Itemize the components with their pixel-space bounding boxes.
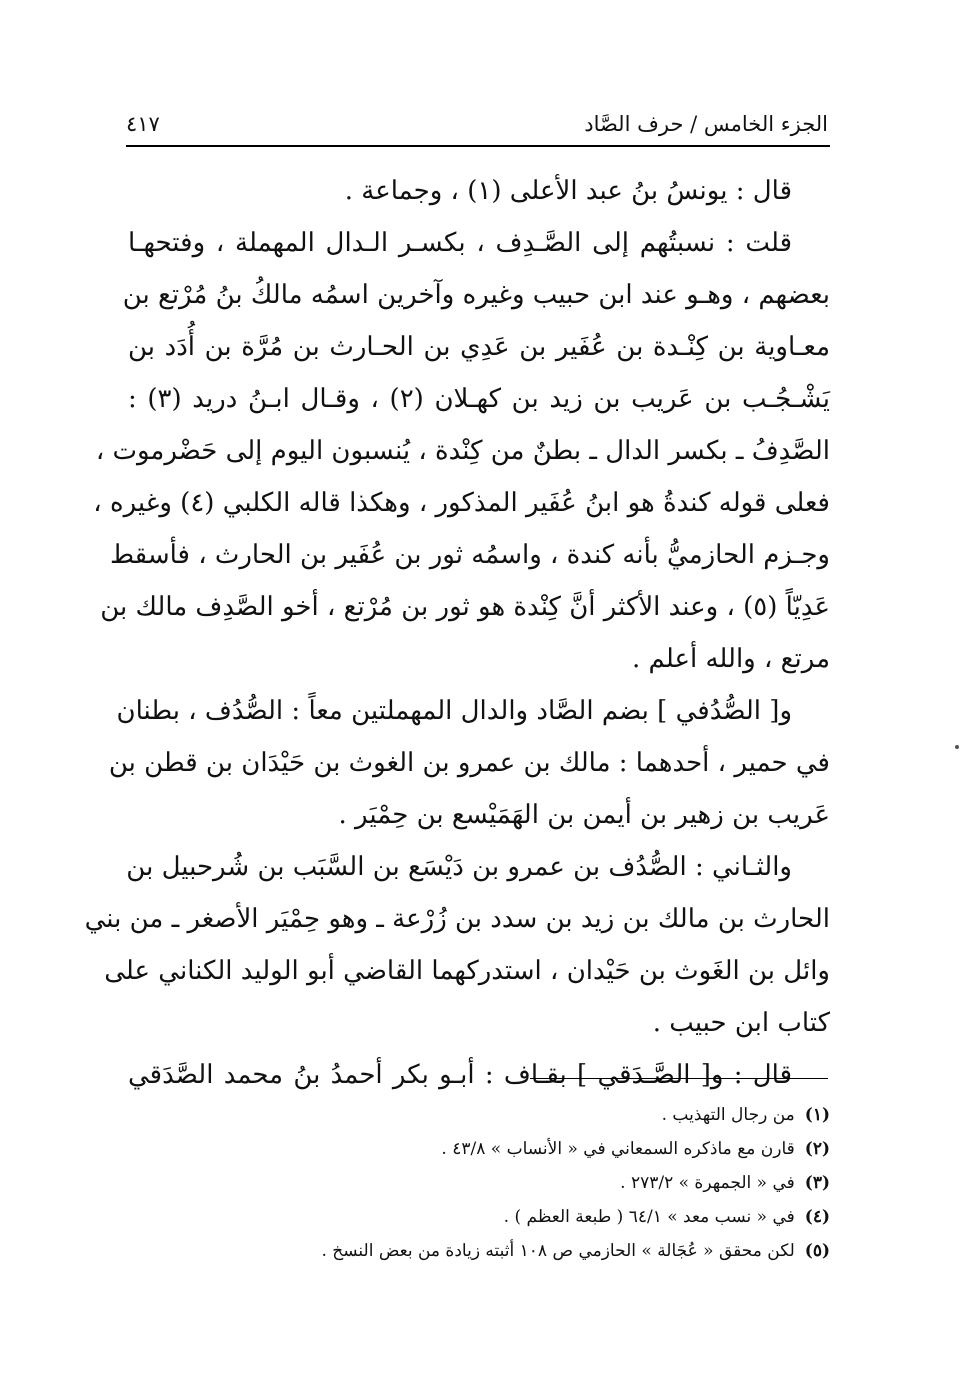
text-line: الصَّدِفُ ـ بكسر الدال ـ بطنٌ من كِنْدة ، يُنسبون اليوم إلى حَضْرموت ، [95,436,830,466]
text-line: بعضهم ، وهـو عند ابن حبيب وغيره وآخرين اسمُه مالكُ بنُ مُرْتع بن [122,280,830,310]
footnote-number: (٢) [804,1139,830,1159]
text-line: عَريب بن زهير بن أيمن بن الهَمَيْسع بن حِمْيَر . [338,800,830,830]
text-line: فعلى قوله كندةُ هو ابنُ عُفَير المذكور ، وهكذا قاله الكلبي (٤) وغيره ، [93,488,830,518]
text-line: والثـاني : الصُّدُف بن عمرو بن دَيْسَع بن السَّبَب بن شُرحبيل بن [126,852,792,882]
text-line: كتاب ابن حبيب . [652,1008,830,1038]
text-line: معـاوية بن كِنْـدة بن عُفَير بن عَدِي بن الحـارث بن مُرَّة بن أُدَد بن [128,332,830,362]
running-title: الجزء الخامس / حرف الصَّاد [584,112,828,136]
footnote-number: (١) [804,1105,830,1125]
footnote [200,1166,830,1200]
text-line: مرتع ، والله أعلم . [632,644,830,674]
text-line: الحارث بن مالك بن زيد بن سدد بن زُرْعة ـ وهو حِمْيَر الأصغر ـ من بني [84,904,830,934]
footnote [200,1200,830,1234]
footnote-text: من رجال التهذيب . [661,1105,795,1125]
footnote-text: في « الجمهرة » ٢٧٣/٢ . [620,1173,795,1193]
footnote [200,1098,830,1132]
page-number: ٤١٧ [126,112,160,136]
footnote [200,1234,830,1268]
text-line: و[ الصُّدُفي ] بضم الصَّاد والدال المهملتين معاً : الصُّدُف ، بطنان [116,696,792,726]
text-line: يَشْـجُـب بن عَريب بن زيد بن كهـلان (٢) ، وقـال ابـنُ دريد (٣) : [128,384,830,414]
text-line: قال : يونسُ بنُ عبد الأعلى (١) ، وجماعة . [344,176,792,206]
footnote-number: (٤) [804,1207,830,1227]
footnotes [200,1098,830,1268]
running-header [126,86,828,136]
text-line: في حمير ، أحدهما : مالك بن عمرو بن الغوث بن حَيْدَان بن قطن بن [108,748,830,778]
footnote-number: (٣) [804,1173,830,1193]
text-line: قال : و[ الصَّـدَقي ] بقـاف : أبـو بكر أحمدُ بنُ محمد الصَّدَقي [128,1060,792,1090]
footnote-rule [530,1078,828,1079]
footnote-number: (٥) [804,1241,830,1261]
main-text [84,165,830,1101]
text-line: وائل بن الغَوث بن حَيْدان ، استدركهما القاضي أبو الوليد الكناني على [104,956,830,986]
scan-speck [955,745,959,749]
text-line: قلت : نسبتُهم إلى الصَّـدِف ، بكسـر الـدال المهملة ، وفتحهـا [128,228,792,258]
footnote [200,1132,830,1166]
footnote-text: في « نسب معد » ٦٤/١ ( طبعة العظم ) . [503,1207,795,1227]
footnote-text: قارن مع ماذكره السمعاني في « الأنساب » ٤٣/٨ . [441,1139,795,1159]
footnote-text: لكن محقق « عُجَالة » الحازمي ص ١٠٨ أثبته زيادة من بعض النسخ . [321,1241,795,1261]
header-rule [126,145,830,147]
text-line: وجـزم الحازميُّ بأنه كندة ، واسمُه ثور بن عُفَير بن الحارث ، فأسقط [109,540,830,570]
text-line: عَدِيّاً (٥) ، وعند الأكثر أنَّ كِنْدة هو ثور بن مُرْتع ، أخو الصَّدِف مالك بن [100,592,830,622]
